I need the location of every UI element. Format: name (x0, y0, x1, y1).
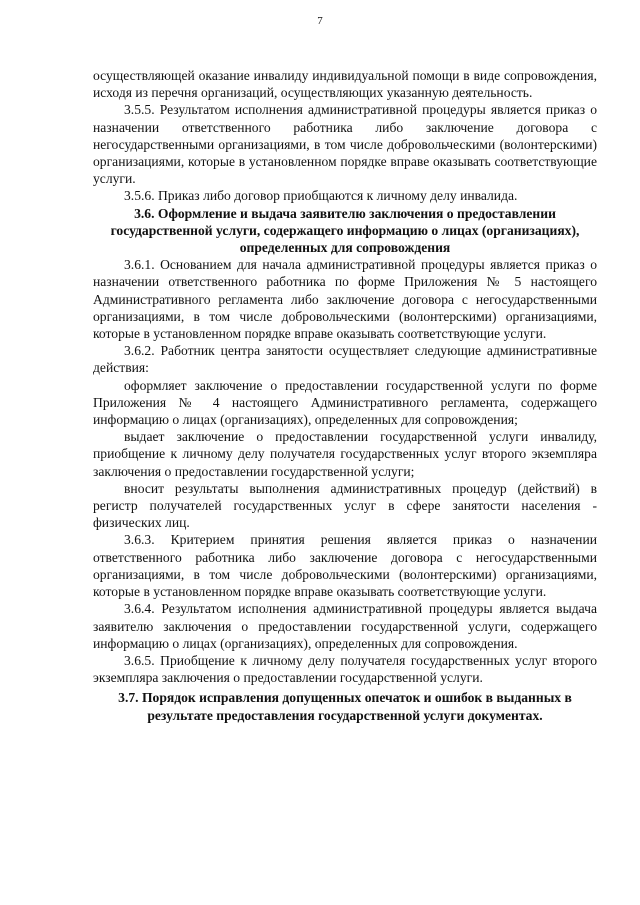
paragraph-3-5-5: 3.5.5. Результатом исполнения административной процедуры является приказ о назначении ответственного работника либо заключение договора с негосударственными организациями, в том числе добровольческими (волонтерскими) организациями, которые в установленном порядке вправе оказывать соответствующие услуги. (93, 102, 597, 187)
section-heading-3-7: 3.7. Порядок исправления допущенных опечаток и ошибок в выданных в результате предоставления государственной услуги документах. (118, 690, 572, 723)
paragraph-3-6-4: 3.6.4. Результатом исполнения административной процедуры является выдача заявителю заключения о предоставлении государственной услуги, содержащего информацию о лицах (организациях), определенных для сопровождения. (93, 601, 597, 651)
paragraph-action-1: оформляет заключение о предоставлении государственной услуги по форме Приложения № 4 настоящего Административного регламента, содержащего информацию о лицах (организациях), определенных для сопровождения; (93, 377, 597, 428)
paragraph-action-2: выдает заключение о предоставлении государственной услуги инвалиду, приобщение к личному делу получателя государственных услуг второго экземпляра заключения о предоставлении государственной услуги; (93, 429, 597, 479)
paragraph-action-3: вносит результаты выполнения административных процедур (действий) в регистр получателей государственных услуг в сфере занятости населения - физических лиц. (93, 480, 597, 531)
paragraph-continuation: осуществляющей оказание инвалиду индивидуальной помощи в виде сопровождения, исходя из перечня организаций, осуществляющих указанную деятельность. (93, 68, 597, 101)
document-body (93, 67, 597, 724)
paragraph-3-6-1: 3.6.1. Основанием для начала административной процедуры является приказ о назначении ответственного работника по форме Приложения № 5 настоящего Административного регламента либо заключение договора с негосударственными организациями, в том числе добровольческими (волонтерскими) организациями, которые в установленном порядке вправе оказывать соответствующие услуги. (93, 257, 597, 342)
paragraph-3-6-2: 3.6.2. Работник центра занятости осуществляет следующие административные действия: (93, 343, 597, 376)
section-heading-3-6: 3.6. Оформление и выдача заявителю заключения о предоставлении государственной услуги, содержащего информацию о лицах (организациях), определенных для сопровождения (110, 205, 580, 256)
page-number: 7 (317, 15, 323, 27)
paragraph-3-5-6: 3.5.6. Приказ либо договор приобщаются к личному делу инвалида. (124, 188, 518, 204)
paragraph-3-6-5: 3.6.5. Приобщение к личному делу получателя государственных услуг второго экземпляра заключения о предоставлении государственной услуги. (93, 652, 597, 686)
paragraph-3-6-3: 3.6.3. Критерием принятия решения является приказ о назначении ответственного работника либо заключение договора с негосударственными организациями, в том числе добровольческими (волонтерскими) организациями, которые в установленном порядке вправе оказывать соответствующие услуги. (93, 532, 597, 600)
